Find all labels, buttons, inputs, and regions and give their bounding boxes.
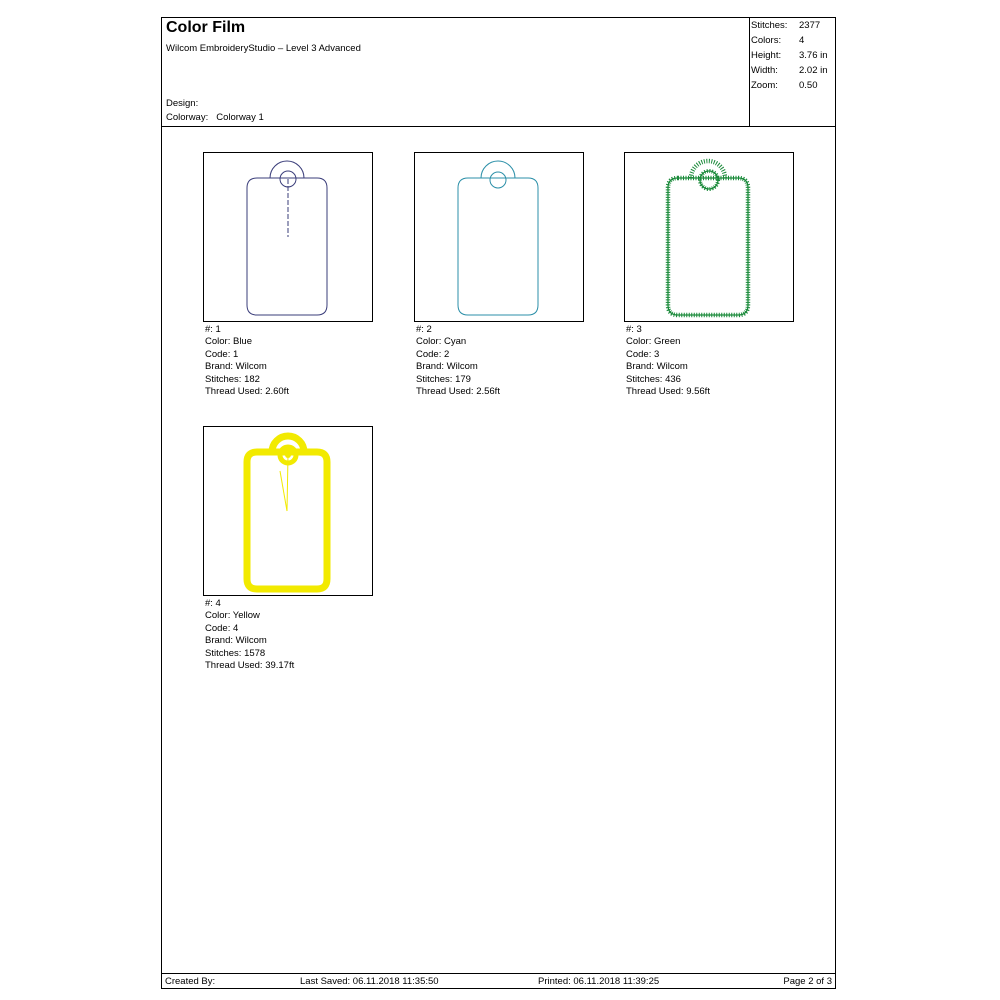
color-code: Code: 3 [626,348,660,360]
stat-label: Zoom: [751,80,778,91]
report-footer [162,973,835,989]
design-label: Design: [166,98,199,109]
color-swatch-4 [203,426,373,596]
stat-value: 0.50 [799,80,818,91]
color-info-1 [205,324,289,398]
stat-value: 4 [799,35,805,46]
color-brand: Brand: Wilcom [205,635,267,647]
color-number: #: 4 [205,598,221,609]
header-info [162,18,750,126]
stat-value: 2377 [799,20,821,31]
stat-label: Width: [751,65,778,76]
color-brand: Brand: Wilcom [416,361,478,373]
color-info-2 [416,324,500,398]
color-info-3 [626,324,710,398]
tag-outline-zigzag-icon [625,153,793,321]
report-header [162,18,835,127]
color-info-4 [205,598,294,672]
color-stitches: Stitches: 1578 [205,647,266,659]
tag-outline-running-icon [204,153,372,321]
tag-outline-running-icon [415,153,583,321]
design-field [166,98,198,109]
color-code: Code: 1 [205,348,239,360]
color-number: #: 2 [416,324,432,335]
color-thread-used: Thread Used: 39.17ft [205,660,295,672]
color-film-page [161,17,836,989]
stat-label: Colors: [751,35,782,46]
color-brand: Brand: Wilcom [205,361,267,373]
colorway-value: Colorway 1 [216,112,264,123]
stat-height [751,50,835,65]
app-name: Wilcom EmbroideryStudio – Level 3 Advanced [166,43,361,54]
color-number: #: 3 [626,324,642,335]
color-stitches: Stitches: 436 [626,373,681,385]
stat-width [751,65,835,80]
printed-date: Printed: 06.11.2018 11:39:25 [538,976,660,987]
stat-value: 2.02 in [799,65,828,76]
color-swatch-2 [414,152,584,322]
color-stitches: Stitches: 179 [416,373,471,385]
stat-colors [751,35,835,50]
stat-zoom [751,80,835,95]
created-by: Created By: [165,976,216,987]
color-name: Color: Blue [205,336,252,348]
color-code: Code: 4 [205,622,239,634]
stat-value: 3.76 in [799,50,828,61]
color-thread-used: Thread Used: 2.60ft [205,386,289,398]
color-code: Code: 2 [416,348,450,360]
stat-label: Height: [751,50,782,61]
color-brand: Brand: Wilcom [626,361,688,373]
stat-stitches [751,20,835,35]
report-title: Color Film [166,19,246,36]
color-swatch-1 [203,152,373,322]
color-thread-used: Thread Used: 2.56ft [416,386,500,398]
color-name: Color: Green [626,336,681,348]
color-name: Color: Yellow [205,610,260,622]
page-number: Page 2 of 3 [783,976,832,987]
color-swatch-3 [624,152,794,322]
last-saved: Last Saved: 06.11.2018 11:35:50 [300,976,439,987]
color-stitches: Stitches: 182 [205,373,260,385]
stat-label: Stitches: [751,20,788,31]
color-thread-used: Thread Used: 9.56ft [626,386,710,398]
tag-outline-satin-icon [204,427,372,595]
colorway-field [166,112,264,123]
color-name: Color: Cyan [416,336,467,348]
color-number: #: 1 [205,324,221,335]
design-stats [751,20,835,95]
colorway-label: Colorway: [166,112,209,123]
